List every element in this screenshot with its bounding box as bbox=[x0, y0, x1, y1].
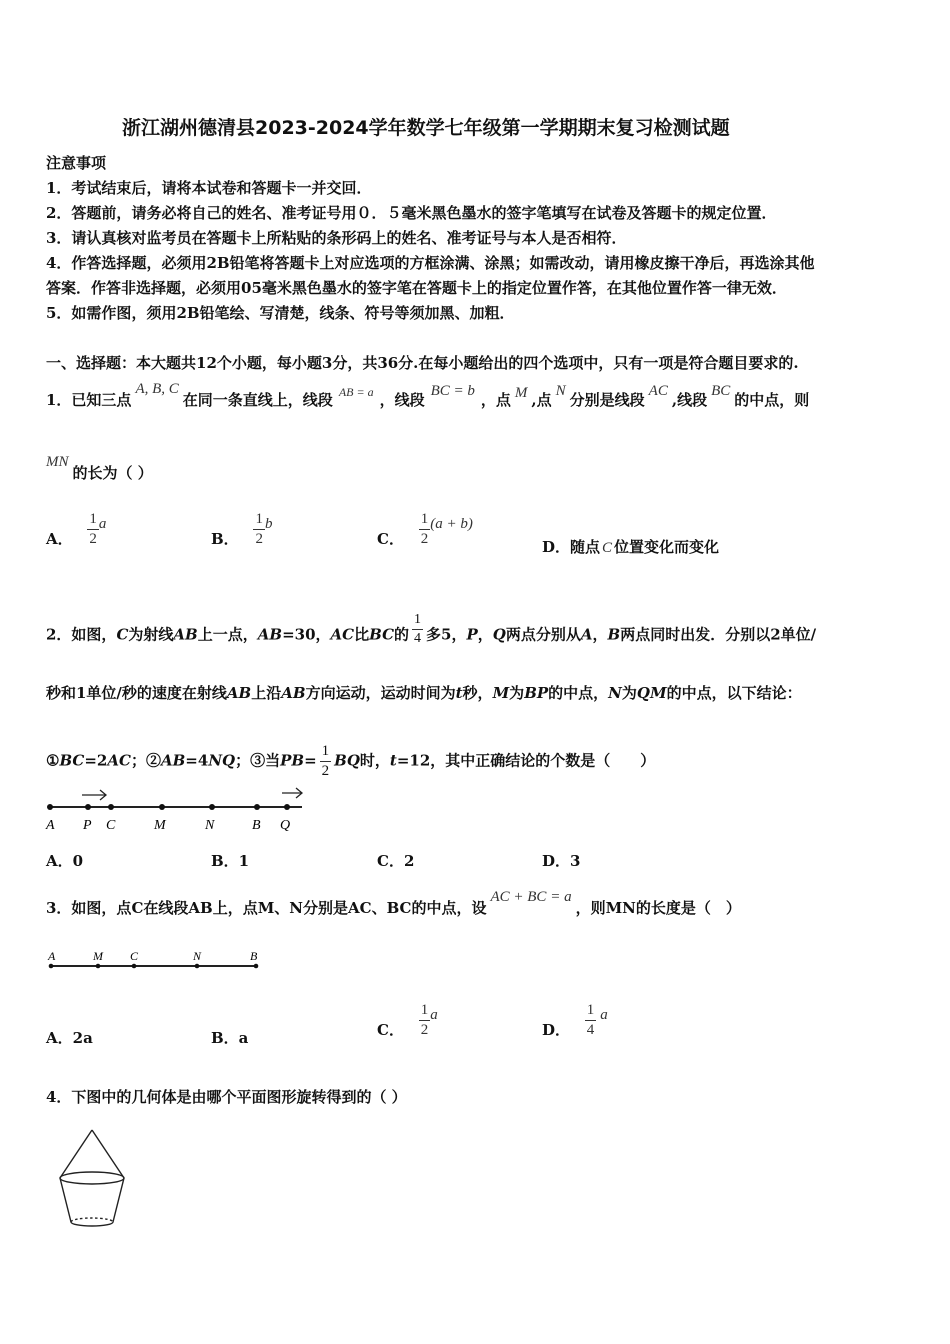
arrow-q bbox=[282, 788, 302, 798]
cone-edge-left bbox=[60, 1130, 92, 1178]
label-n: N bbox=[193, 949, 202, 963]
fraction: $\frac{1}{2}$ bbox=[255, 511, 263, 547]
arrow-p bbox=[82, 790, 106, 800]
label-b: B bbox=[250, 949, 258, 963]
fraction: $\frac{1}{2}$ bbox=[321, 743, 330, 779]
q2-option-a[interactable]: A．0 bbox=[46, 852, 84, 870]
bottom-ellipse-front bbox=[71, 1222, 113, 1226]
q1-option-a[interactable]: A． $\frac{1}{2}$ a bbox=[46, 511, 107, 548]
label-q: Q bbox=[280, 818, 291, 833]
question-4: 4．下图中的几何体是由哪个平面图形旋转得到的（ ） bbox=[46, 1088, 407, 1106]
label-p: P bbox=[83, 818, 92, 833]
math-ac: AC bbox=[648, 383, 668, 399]
label-m: M bbox=[93, 949, 103, 963]
math-ac-plus-bc: AC + BC = a bbox=[490, 889, 572, 905]
middle-ellipse bbox=[60, 1172, 124, 1184]
q1-option-b[interactable]: B． $\frac{1}{2}$ b bbox=[211, 511, 273, 548]
math-bc-eq-b: BC = b bbox=[430, 383, 475, 399]
q3-option-b[interactable]: B．a bbox=[211, 1029, 249, 1047]
fraction: $\frac{1}{2}$ bbox=[420, 1002, 429, 1038]
cone-edge-right bbox=[92, 1130, 124, 1178]
math-m: M bbox=[514, 385, 528, 401]
q2-ray-figure bbox=[44, 785, 314, 835]
page-title: 浙江湖州德清县2023-2024学年数学七年级第一学期期末复习检测试题 bbox=[122, 117, 730, 139]
label-c: C bbox=[106, 818, 116, 833]
q2-option-d[interactable]: D．3 bbox=[542, 852, 581, 870]
point-b bbox=[254, 804, 260, 810]
math-mn: MN bbox=[46, 454, 69, 470]
point-a bbox=[49, 964, 54, 969]
label-n: N bbox=[205, 818, 215, 833]
label-c: C bbox=[130, 949, 139, 963]
math-abc: A, B, C bbox=[135, 381, 179, 397]
label-a: A bbox=[48, 949, 56, 963]
section-heading: 一、选择题：本大题共12个小题，每小题3分，共36分.在每小题给出的四个选项中，只有一项是符合题目要求的. bbox=[46, 354, 799, 372]
question-2-line1: 2．如图，C为射线AB上一点，AB=30，AC比BC的 $\frac{1}{4}$ 多5，P，Q两点分别从A，B两点同时出发．分别以2单位/ bbox=[46, 612, 817, 646]
q3-option-a[interactable]: A．2a bbox=[46, 1029, 93, 1047]
label-m: M bbox=[154, 818, 166, 833]
notice-item: 答案．作答非选择题，必须用05毫米黑色墨水的签字笔在答题卡上的指定位置作答，在其他位置作答一律无效． bbox=[46, 279, 787, 297]
point-n bbox=[195, 964, 200, 969]
q2-option-b[interactable]: B．1 bbox=[211, 852, 250, 870]
point-n bbox=[209, 804, 215, 810]
fraction: $\frac{1}{2}$ bbox=[89, 511, 97, 547]
label-a: A bbox=[46, 818, 55, 833]
notice-item: 5．如需作图，须用2B铅笔绘、写清楚，线条、符号等须加黑、加粗． bbox=[46, 304, 515, 322]
question-2-line2: 秒和1单位/秒的速度在射线AB上沿AB方向运动，运动时间为t秒，M为BP的中点，N为QM的中点，以下结论： bbox=[46, 684, 802, 702]
point-m bbox=[96, 964, 101, 969]
notice-item: 3．请认真核对监考员在答题卡上所粘贴的条形码上的姓名、准考证号与本人是否相符． bbox=[46, 229, 627, 247]
q1-option-d[interactable]: D．随点 C 位置变化而变化 bbox=[542, 538, 720, 556]
notice-item: 2．答题前，请务必将自己的姓名、准考证号用０．５毫米黑色墨水的签字笔填写在试卷及答题卡的规定位置． bbox=[46, 204, 777, 222]
notice-item: 4．作答选择题，必须用2B铅笔将答题卡上对应选项的方框涂满、涂黑；如需改动，请用橡皮擦干净后，再选涂其他 bbox=[46, 254, 815, 272]
math-bc: BC bbox=[711, 383, 731, 399]
fraction: $\frac{1}{4}$ bbox=[414, 612, 422, 646]
question-3: 3．如图，点C在线段AB上，点M、N分别是AC、BC的中点，设AC + BC = a，则MN的长度是（ ） bbox=[46, 889, 741, 917]
q1-option-c[interactable]: C． $\frac{1}{2}$ (a + b) bbox=[377, 511, 473, 548]
q3-option-d[interactable]: D． $\frac{1}{4}$ a bbox=[542, 1002, 608, 1039]
q3-option-c[interactable]: C． $\frac{1}{2}$ a bbox=[377, 1002, 438, 1039]
question-1-line2: MN的长为（ ） bbox=[46, 454, 153, 482]
question-1: 1．已知三点A, B, C在同一条直线上，线段 $^{AB = a}$ ，线段 BC = b ，点 M ,点 N 分别是线段 AC ,线段 BC 的中点，则 bbox=[46, 381, 810, 409]
point-a bbox=[47, 804, 53, 810]
fraction: $\frac{1}{2}$ bbox=[420, 511, 429, 547]
fraction: $\frac{1}{4}$ bbox=[586, 1002, 595, 1038]
math-n: N bbox=[555, 383, 566, 399]
point-q bbox=[284, 804, 290, 810]
frustum-edge-left bbox=[60, 1178, 71, 1222]
point-b bbox=[254, 964, 259, 969]
q3-segment-figure bbox=[44, 946, 269, 974]
label-b: B bbox=[252, 818, 261, 833]
notice-heading: 注意事项 bbox=[46, 154, 107, 172]
point-c bbox=[108, 804, 114, 810]
q4-solid-figure bbox=[52, 1126, 132, 1231]
question-2-line3: ①BC=2AC；②AB=4NQ；③当PB= $\frac{1}{2}$ BQ时，t=12，其中正确结论的个数是（ ） bbox=[46, 743, 656, 779]
bottom-ellipse-back bbox=[71, 1218, 113, 1222]
point-p bbox=[85, 804, 91, 810]
q2-option-c[interactable]: C．2 bbox=[377, 852, 415, 870]
point-c bbox=[132, 964, 137, 969]
math-ab-eq-a: AB = a bbox=[338, 385, 374, 399]
frustum-edge-right bbox=[113, 1178, 124, 1222]
point-m bbox=[159, 804, 165, 810]
notice-item: 1．考试结束后，请将本试卷和答题卡一并交回． bbox=[46, 179, 372, 197]
